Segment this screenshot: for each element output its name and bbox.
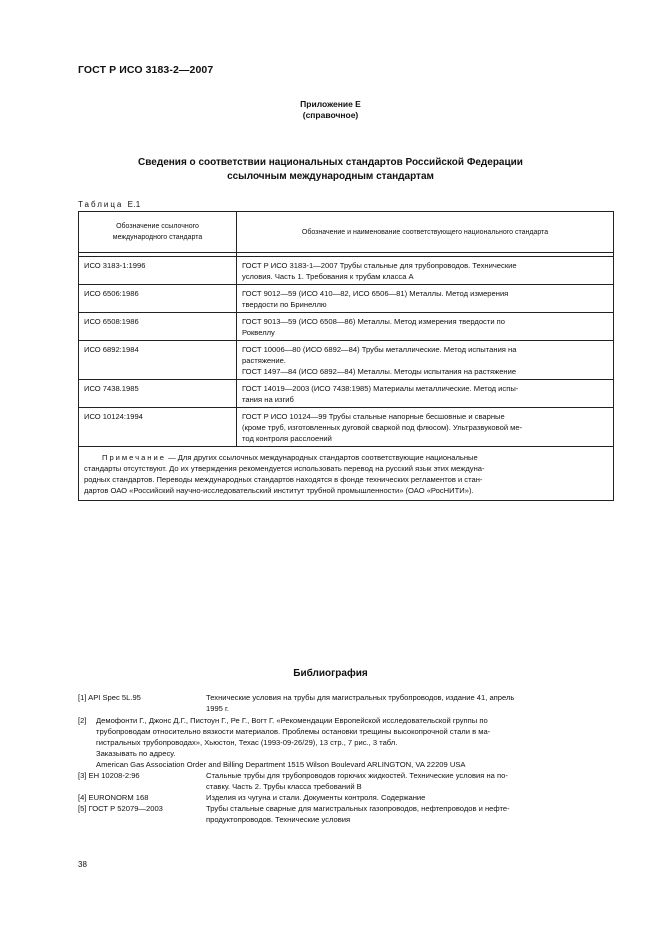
note-label: Примечание xyxy=(102,453,166,462)
bibliography-text: Демофонти Г., Джонс Д.Г., Пистоун Г., Ре Г., Вогт Г. «Рекомендации Европейской исследовательской группы по трубопроводам относительно вязкости материалов. Проблемы остановки трещины высокопрочной стали в ма- гистральных трубопроводах», Хьюстон, Техас (1993-09-26/29), 13 стр., 7 рис., 3 табл. Заказывать по адресу. American Gas Association Order and Billing Department 1515 Wilson Boulevard ARLINGTON, VA 22209 USA xyxy=(96,716,491,769)
bibliography-text: Трубы стальные сварные для магистральных газопроводов, нефтепроводов и нефте- продуктопроводов. Технические условия xyxy=(206,804,510,824)
national-standard: ГОСТ 9013—59 (ИСО 6508—86) Металлы. Метод измерения твердости по Роквеллу xyxy=(237,313,614,341)
international-ref: ИСО 6892:1984 xyxy=(79,341,237,380)
table-row xyxy=(79,380,614,408)
section-title-line-2: ссылочным международным стандартам xyxy=(227,171,434,182)
national-standard: ГОСТ 14019—2003 (ИСО 7438:1985) Материалы металлические. Метод испы- тания на изгиб xyxy=(237,380,614,408)
table-note: Примечание — Для других ссылочных международных стандартов соответствующие национальные стандарты отсутствуют. До их утверждения рекомендуется использовать перевод на русский язык этих междуна- родных стандартов. Переводы международных стандартов находятся в фонде технических регламентов и стан- дартов ОАО «Российский научно-исследовательский институт трубной промышленности» (ОАО «РосНИТИ»). xyxy=(79,447,614,501)
table-row xyxy=(79,285,614,313)
table-caption xyxy=(78,200,141,209)
annex-title: Приложение Е xyxy=(300,99,361,109)
table-row xyxy=(79,313,614,341)
bibliography-text: Изделия из чугуна и стали. Документы контроля. Содержание xyxy=(206,793,426,802)
table-row xyxy=(79,341,614,380)
table-row xyxy=(79,408,614,447)
national-standard: ГОСТ Р ИСО 10124—99 Трубы стальные напорные бесшовные и сварные (кроме труб, изготовленных дуговой сваркой под флюсом). Ультразвуковой ме- тод контроля расслоений xyxy=(237,408,614,447)
international-ref: ИСО 10124:1994 xyxy=(79,408,237,447)
page-number: 38 xyxy=(78,860,87,869)
document-designation: ГОСТ Р ИСО 3183-2—2007 xyxy=(78,64,214,76)
table-note-row xyxy=(79,447,614,501)
header-national-standard: Обозначение и наименование соответствующего национального стандарта xyxy=(237,212,614,253)
bibliography-key: [1] API Spec 5L.95 xyxy=(78,693,141,702)
bibliography-key: [2] xyxy=(78,716,87,725)
national-standard: ГОСТ 9012—59 (ИСО 410—82, ИСО 6506—81) Металлы. Метод измерения твердости по Бринеллю xyxy=(237,285,614,313)
header-international-standard: Обозначение ссылочного международного стандарта xyxy=(79,212,237,253)
bibliography-title: Библиография xyxy=(293,668,368,679)
annex-subtitle: (справочное) xyxy=(302,110,359,120)
national-standard: ГОСТ 10006—80 (ИСО 6892—84) Трубы металлические. Метод испытания на растяжение. ГОСТ 1497—84 (ИСО 6892—84) Металлы. Методы испытания на растяжение xyxy=(237,341,614,380)
correspondence-table xyxy=(78,211,614,501)
table-caption-number: Е.1 xyxy=(127,200,141,209)
international-ref: ИСО 7438.1985 xyxy=(79,380,237,408)
section-title-line-1: Сведения о соответствии национальных стандартов Российской Федерации xyxy=(138,157,523,168)
national-standard: ГОСТ Р ИСО 3183-1—2007 Трубы стальные для трубопроводов. Технические условия. Часть 1. Требования к трубам класса А xyxy=(237,257,614,285)
bibliography-key: [4] EURONORM 168 xyxy=(78,793,149,802)
bibliography-text: Стальные трубы для трубопроводов горючих жидкостей. Технические условия на по- ставку. Часть 2. Трубы класса требований В xyxy=(206,771,508,791)
bibliography-key: [3] EH 10208-2:96 xyxy=(78,771,140,780)
bibliography-text: Технические условия на трубы для магистральных трубопроводов, издание 41, апрель 1995 г. xyxy=(206,693,515,713)
table-caption-word: Таблица xyxy=(78,200,124,209)
bibliography-key: [5] ГОСТ Р 52079—2003 xyxy=(78,804,163,813)
table-header-row xyxy=(79,212,614,253)
international-ref: ИСО 6506:1986 xyxy=(79,285,237,313)
international-ref: ИСО 6508:1986 xyxy=(79,313,237,341)
international-ref: ИСО 3183-1:1996 xyxy=(79,257,237,285)
table-row xyxy=(79,257,614,285)
